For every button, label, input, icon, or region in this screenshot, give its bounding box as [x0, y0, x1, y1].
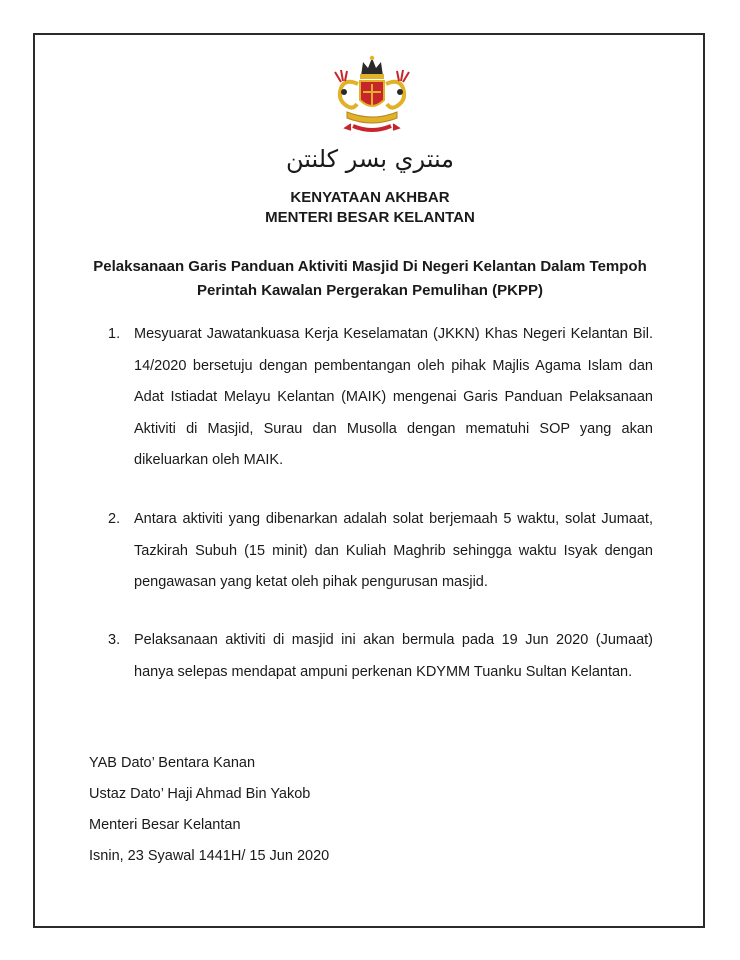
item-text: Mesyuarat Jawatankuasa Kerja Keselamatan (JKKN) Khas Negeri Kelantan Bil. 14/2020 bersetuju dengan pembentangan oleh pihak Majlis Agama Islam dan Adat Istiadat Melayu Kelantan (MAIK) mengenai Garis Panduan Pelaksanaan Aktiviti di Masjid, Surau dan Musolla dengan mematuhi SOP yang akan dikeluarkan oleh MAIK. — [134, 326, 653, 468]
signatory-name: Ustaz Dato’ Haji Ahmad Bin Yakob — [89, 786, 311, 802]
signatory-title: YAB Dato’ Bentara Kanan — [89, 755, 256, 771]
title-line-2: Perintah Kawalan Pergerakan Pemulihan (PKPP) — [197, 282, 543, 299]
list-item — [108, 319, 653, 477]
statement-date: Isnin, 23 Syawal 1441H/ 15 Jun 2020 — [89, 848, 330, 864]
signatory-position: Menteri Besar Kelantan — [89, 817, 241, 833]
list-item — [108, 625, 653, 688]
item-text: Antara aktiviti yang dibenarkan adalah solat berjemaah 5 waktu, solat Jumaat, Tazkirah Subuh (15 minit) dan Kuliah Maghrib sehingga waktu Isyak dengan pengawasan yang ketat oleh pihak pengurusan masjid. — [134, 511, 653, 590]
item-number: 1. — [108, 326, 121, 342]
menteri-besar-heading: MENTERI BESAR KELANTAN — [265, 209, 475, 226]
item-text: Pelaksanaan aktiviti di masjid ini akan bermula pada 19 Jun 2020 (Jumaat) hanya selepas mendapat ampuni perkenan KDYMM Tuanku Sultan Kelantan. — [134, 632, 653, 680]
list-item — [108, 504, 653, 599]
item-number: 2. — [108, 511, 121, 527]
title-line-1: Pelaksanaan Garis Panduan Aktiviti Masjid Di Negeri Kelantan Dalam Tempoh — [93, 258, 647, 275]
kelantan-state-crest-icon — [327, 54, 417, 140]
press-statement-heading: KENYATAAN AKHBAR — [290, 189, 450, 206]
document-title — [60, 255, 680, 303]
item-number: 3. — [108, 632, 121, 648]
jawi-signature-title: منتري بسر كلنتن — [285, 145, 455, 173]
